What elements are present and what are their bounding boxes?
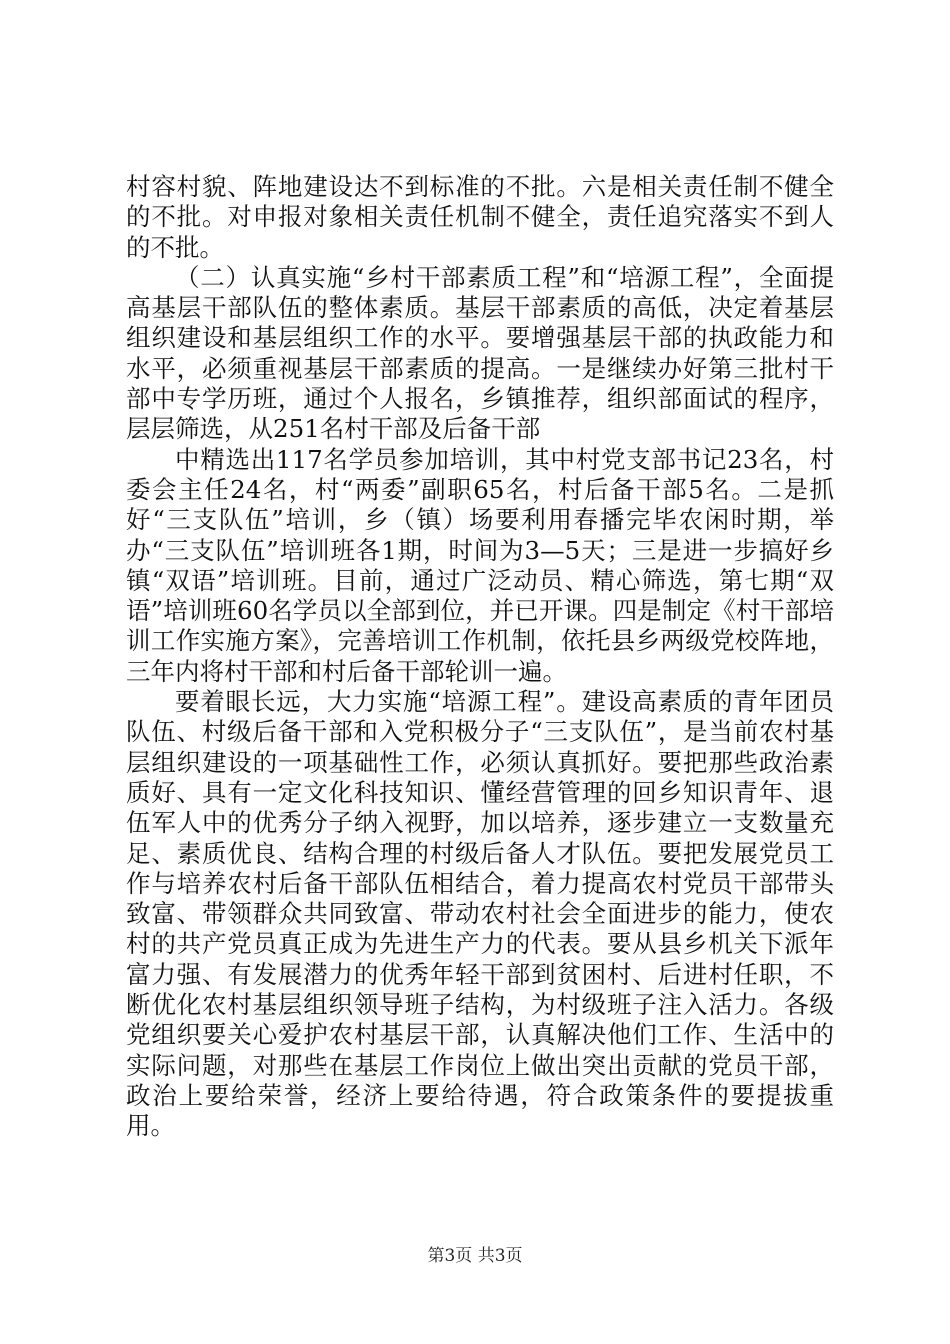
document-body — [126, 172, 834, 1142]
paragraph-section-two: （二）认真实施“乡村干部素质工程”和“培源工程”，全面提高基层干部队伍的整体素质。基层干部素质的高低，决定着基层组织建设和基层组织工作的水平。要增强基层干部的执政能力和水平，必须重视基层干部素质的提高。一是继续办好第三批村干部中专学历班，通过个人报名，乡镇推荐，组织部面试的程序，层层筛选，从251名村干部及后备干部 — [126, 262, 834, 444]
paragraph-training: 中精选出117名学员参加培训，其中村党支部书记23名，村委会主任24名，村“两委”副职65名，村后备干部5名。二是抓好“三支队伍”培训，乡（镇）场要利用春播完毕农闲时期，举办“三支队伍”培训班各1期，时间为3—5天；三是进一步搞好乡镇“双语”培训班。目前，通过广泛动员、精心筛选，第七期“双语”培训班60名学员以全部到位，并已开课。四是制定《村干部培训工作实施方案》，完善培训工作机制，依托县乡两级党校阵地，三年内将村干部和村后备干部轮训一遍。 — [126, 444, 834, 686]
paragraph-peiyuan-project: 要着眼长远，大力实施“培源工程”。建设高素质的青年团员队伍、村级后备干部和入党积极分子“三支队伍”，是当前农村基层组织建设的一项基础性工作，必须认真抓好。要把那些政治素质好、具有一定文化科技知识、懂经营管理的回乡知识青年、退伍军人中的优秀分子纳入视野，加以培养，逐步建立一支数量充足、素质优良、结构合理的村级后备人才队伍。要把发展党员工作与培养农村后备干部队伍相结合，着力提高农村党员干部带头致富、带领群众共同致富、带动农村社会全面进步的能力，使农村的共产党员真正成为先进生产力的代表。要从县乡机关下派年富力强、有发展潜力的优秀年轻干部到贫困村、后进村任职，不断优化农村基层组织领导班子结构，为村级班子注入活力。各级党组织要关心爱护农村基层干部，认真解决他们工作、生活中的实际问题，对那些在基层工作岗位上做出突出贡献的党员干部，政治上要给荣誉，经济上要给待遇，符合政策条件的要提拔重用。 — [126, 687, 834, 1141]
page-number-footer: 第3页 共3页 — [427, 1246, 523, 1266]
paragraph-continued: 村容村貌、阵地建设达不到标准的不批。六是相关责任制不健全的不批。对申报对象相关责任机制不健全，责任追究落实不到人的不批。 — [126, 172, 834, 262]
